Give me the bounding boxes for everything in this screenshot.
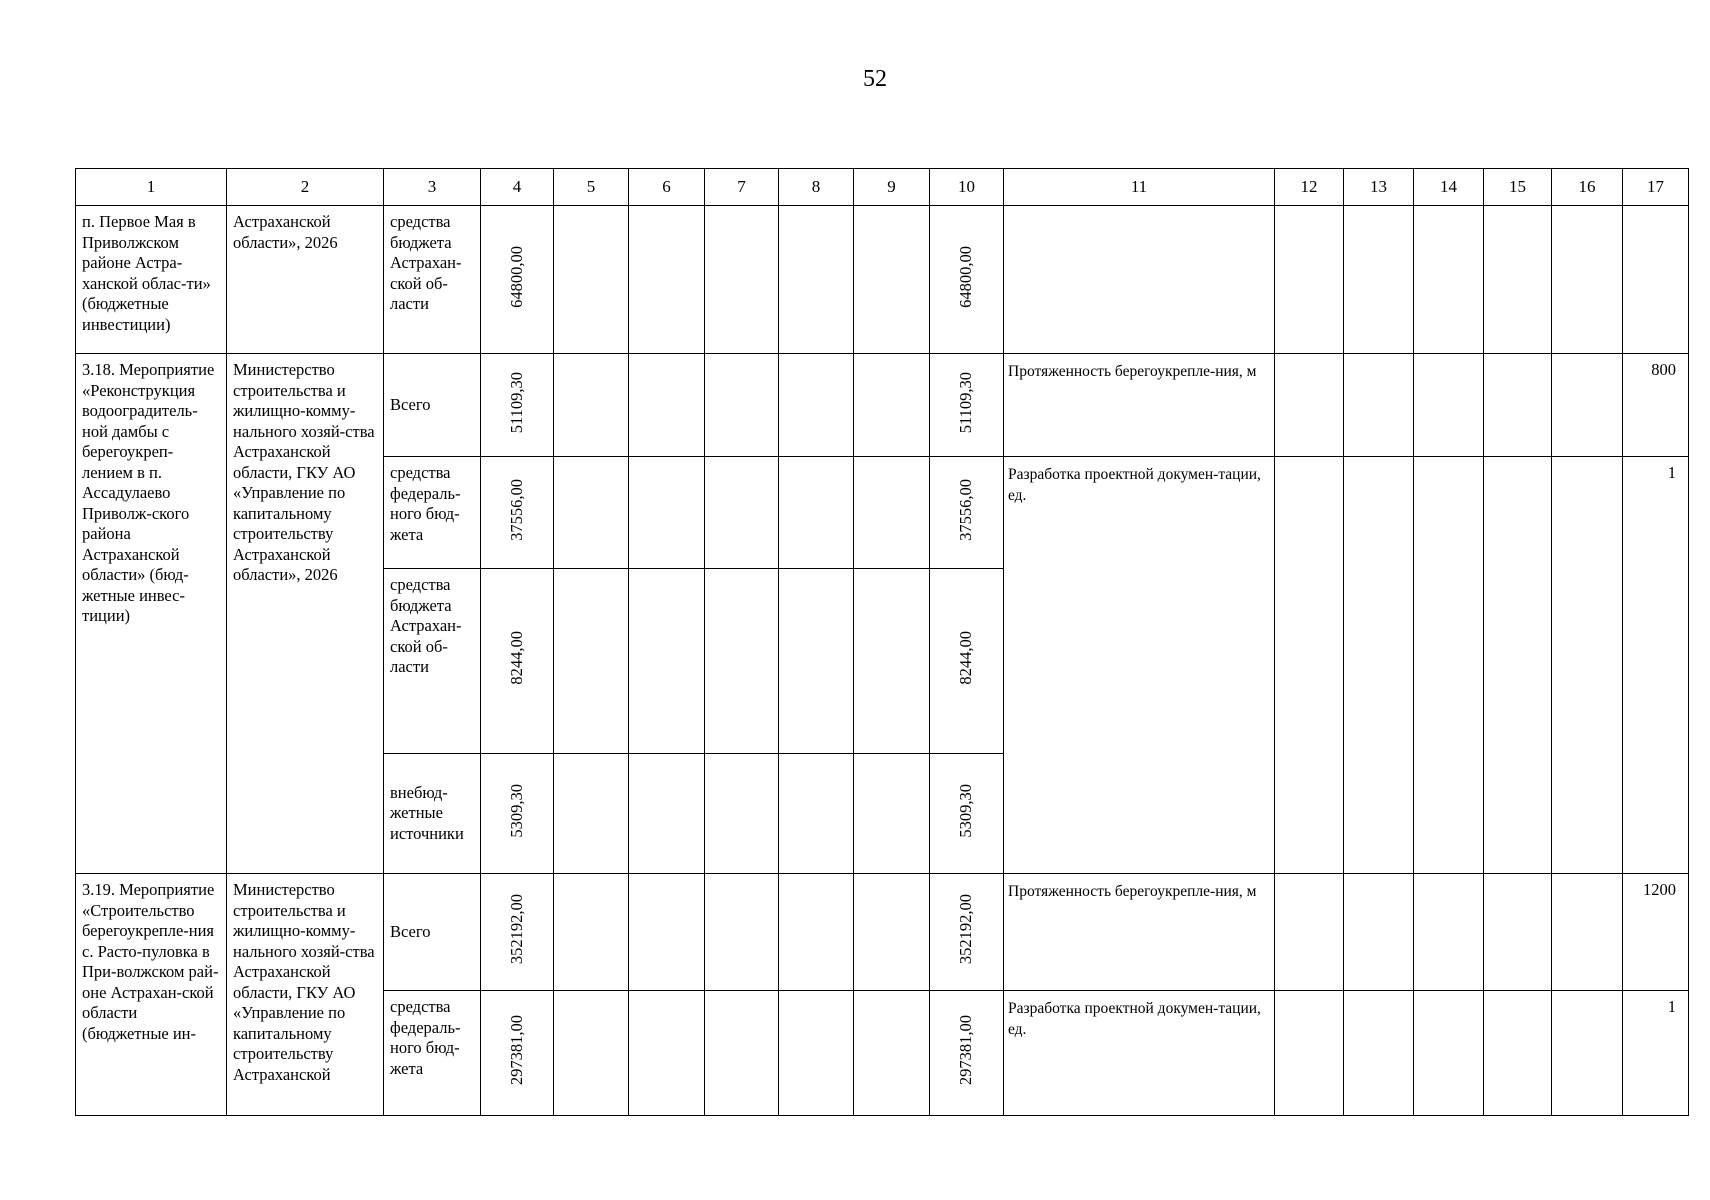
funding-source-cell: внебюд-жетные источники [384,754,481,874]
indicator-value-cell: 800 [1623,354,1689,457]
amount-year-cell: 37556,00 [930,457,1004,569]
amount-year-cell: 8244,00 [930,569,1004,754]
header-cell: 10 [930,169,1004,206]
header-cell: 2 [227,169,384,206]
indicator-cell [1004,206,1275,354]
funding-source-cell: средства бюджета Астрахан-ской об-ласти [384,206,481,354]
funding-source-cell: Всего [384,874,481,991]
indicator-cell: Протяженность берегоукрепле-ния, м [1004,354,1275,457]
header-row [76,169,1689,206]
amount-year-cell: 297381,00 [930,991,1004,1116]
amount-total-cell: 8244,00 [481,569,554,754]
amount-total-cell: 352192,00 [481,874,554,991]
amount-year-cell: 5309,30 [930,754,1004,874]
measure-name-cell: п. Первое Мая в Приволжском районе Астра-ханской облас-ти» (бюджетные инвестиции) [76,206,227,354]
indicator-value-cell: 1 [1623,457,1689,874]
indicator-cell: Разработка проектной докумен-тации, ед. [1004,991,1275,1116]
amount-total-cell: 64800,00 [481,206,554,354]
header-cell: 11 [1004,169,1275,206]
header-cell: 8 [779,169,854,206]
amount-total-cell: 5309,30 [481,754,554,874]
table-row [76,874,1689,991]
measure-name-cell: 3.18. Мероприятие «Реконструкция водооградитель-ной дамбы с берегоукреп-лением в п. Ассадулаево Приволж-ского района Астраханской области» (бюд-жетные инвес-тиции) [76,354,227,874]
amount-year-cell: 64800,00 [930,206,1004,354]
measure-name-cell: 3.19. Мероприятие «Строительство берегоукрепле-ния с. Расто-пуловка в При-волжском рай-оне Астрахан-ской области (бюджетные ин- [76,874,227,1116]
header-cell: 12 [1275,169,1344,206]
header-cell: 6 [629,169,705,206]
program-table [75,168,1689,1116]
funding-source-cell: средства федераль-ного бюд-жета [384,991,481,1116]
funding-source-cell: средства федераль-ного бюд-жета [384,457,481,569]
header-cell: 15 [1484,169,1552,206]
indicator-value-cell: 1200 [1623,874,1689,991]
amount-total-cell: 51109,30 [481,354,554,457]
executor-cell: Министерство строительства и жилищно-комму-нального хозяй-ства Астраханской области, ГКУ АО «Управление по капитальному строительству Астраханской [227,874,384,1116]
header-cell: 13 [1344,169,1414,206]
executor-cell: Астраханской области», 2026 [227,206,384,354]
header-cell: 1 [76,169,227,206]
header-cell: 16 [1552,169,1623,206]
indicator-cell: Разработка проектной докумен-тации, ед. [1004,457,1275,874]
table-row [76,354,1689,457]
page-number: 52 [863,66,887,92]
amount-year-cell: 51109,30 [930,354,1004,457]
header-cell: 14 [1414,169,1484,206]
indicator-value-cell: 1 [1623,991,1689,1116]
header-cell: 7 [705,169,779,206]
amount-year-cell: 352192,00 [930,874,1004,991]
executor-cell: Министерство строительства и жилищно-комму-нального хозяй-ства Астраханской области, ГКУ АО «Управление по капитальному строительству Астраханской области», 2026 [227,354,384,874]
amount-total-cell: 37556,00 [481,457,554,569]
funding-source-cell: средства бюджета Астрахан-ской об-ласти [384,569,481,754]
header-cell: 17 [1623,169,1689,206]
indicator-cell: Протяженность берегоукрепле-ния, м [1004,874,1275,991]
table-row [76,206,1689,354]
funding-source-cell: Всего [384,354,481,457]
header-cell: 5 [554,169,629,206]
header-cell: 3 [384,169,481,206]
header-cell: 4 [481,169,554,206]
header-cell: 9 [854,169,930,206]
amount-total-cell: 297381,00 [481,991,554,1116]
